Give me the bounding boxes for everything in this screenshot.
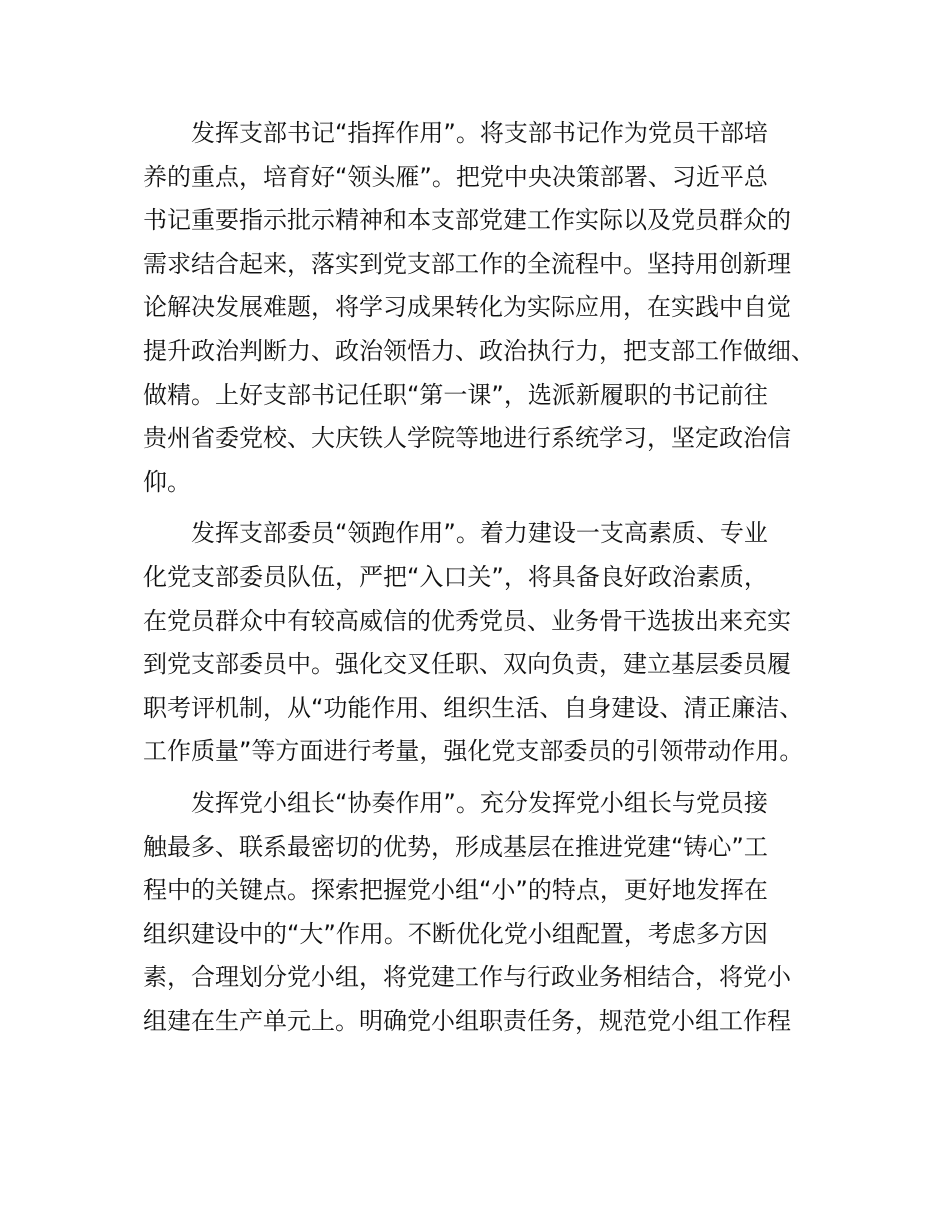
text-line: 素，合理划分党小组，将党建工作与行政业务相结合，将党小	[143, 963, 791, 992]
text-line: 程中的关键点。探索把握党小组“小”的特点，更好地发挥在	[143, 876, 768, 905]
text-line: 贵州省委党校、大庆铁人学院等地进行系统学习，坚定政治信	[143, 424, 791, 453]
paragraph-party-group-leader	[143, 782, 843, 1044]
text-line: 到党支部委员中。强化交叉任职、双向负责，建立基层委员履	[143, 650, 791, 679]
text-line: 发挥党小组长“协奏作用”。充分发挥党小组长与党员接	[191, 788, 768, 817]
text-line: 做精。上好支部书记任职“第一课”，选派新履职的书记前往	[143, 380, 768, 409]
text-line: 养的重点，培育好“领头雁”。把党中央决策部署、习近平总	[143, 162, 768, 191]
text-line: 职考评机制，从“功能作用、组织生活、自身建设、清正廉洁、	[143, 693, 804, 722]
text-line: 发挥支部书记“指挥作用”。将支部书记作为党员干部培	[191, 119, 768, 147]
text-line: 书记重要指示批示精神和本支部党建工作实际以及党员群众的	[143, 206, 791, 235]
text-line: 仰。	[143, 467, 191, 496]
text-line: 触最多、联系最密切的优势，形成基层在推进党建“铸心”工	[143, 832, 768, 861]
text-line: 组建在生产单元上。明确党小组职责任务，规范党小组工作程	[143, 1006, 791, 1035]
text-line: 提升政治判断力、政治领悟力、政治执行力，把支部工作做细、	[143, 336, 815, 365]
text-line: 论解决发展难题，将学习成果转化为实际应用，在实践中自觉	[143, 293, 791, 322]
paragraph-branch-secretary	[143, 112, 843, 504]
text-line: 工作质量”等方面进行考量，强化党支部委员的引领带动作用。	[143, 737, 804, 766]
document-body	[143, 112, 843, 1051]
text-line: 需求结合起来，落实到党支部工作的全流程中。坚持用创新理	[143, 249, 791, 278]
text-line: 在党员群众中有较高威信的优秀党员、业务骨干选拔出来充实	[143, 606, 791, 635]
paragraph-branch-committee	[143, 512, 843, 774]
text-line: 化党支部委员队伍，严把“入口关”，将具备良好政治素质，	[143, 562, 768, 591]
text-line: 发挥支部委员“领跑作用”。着力建设一支高素质、专业	[191, 519, 768, 548]
text-line: 组织建设中的“大”作用。不断优化党小组配置，考虑多方因	[143, 919, 768, 948]
